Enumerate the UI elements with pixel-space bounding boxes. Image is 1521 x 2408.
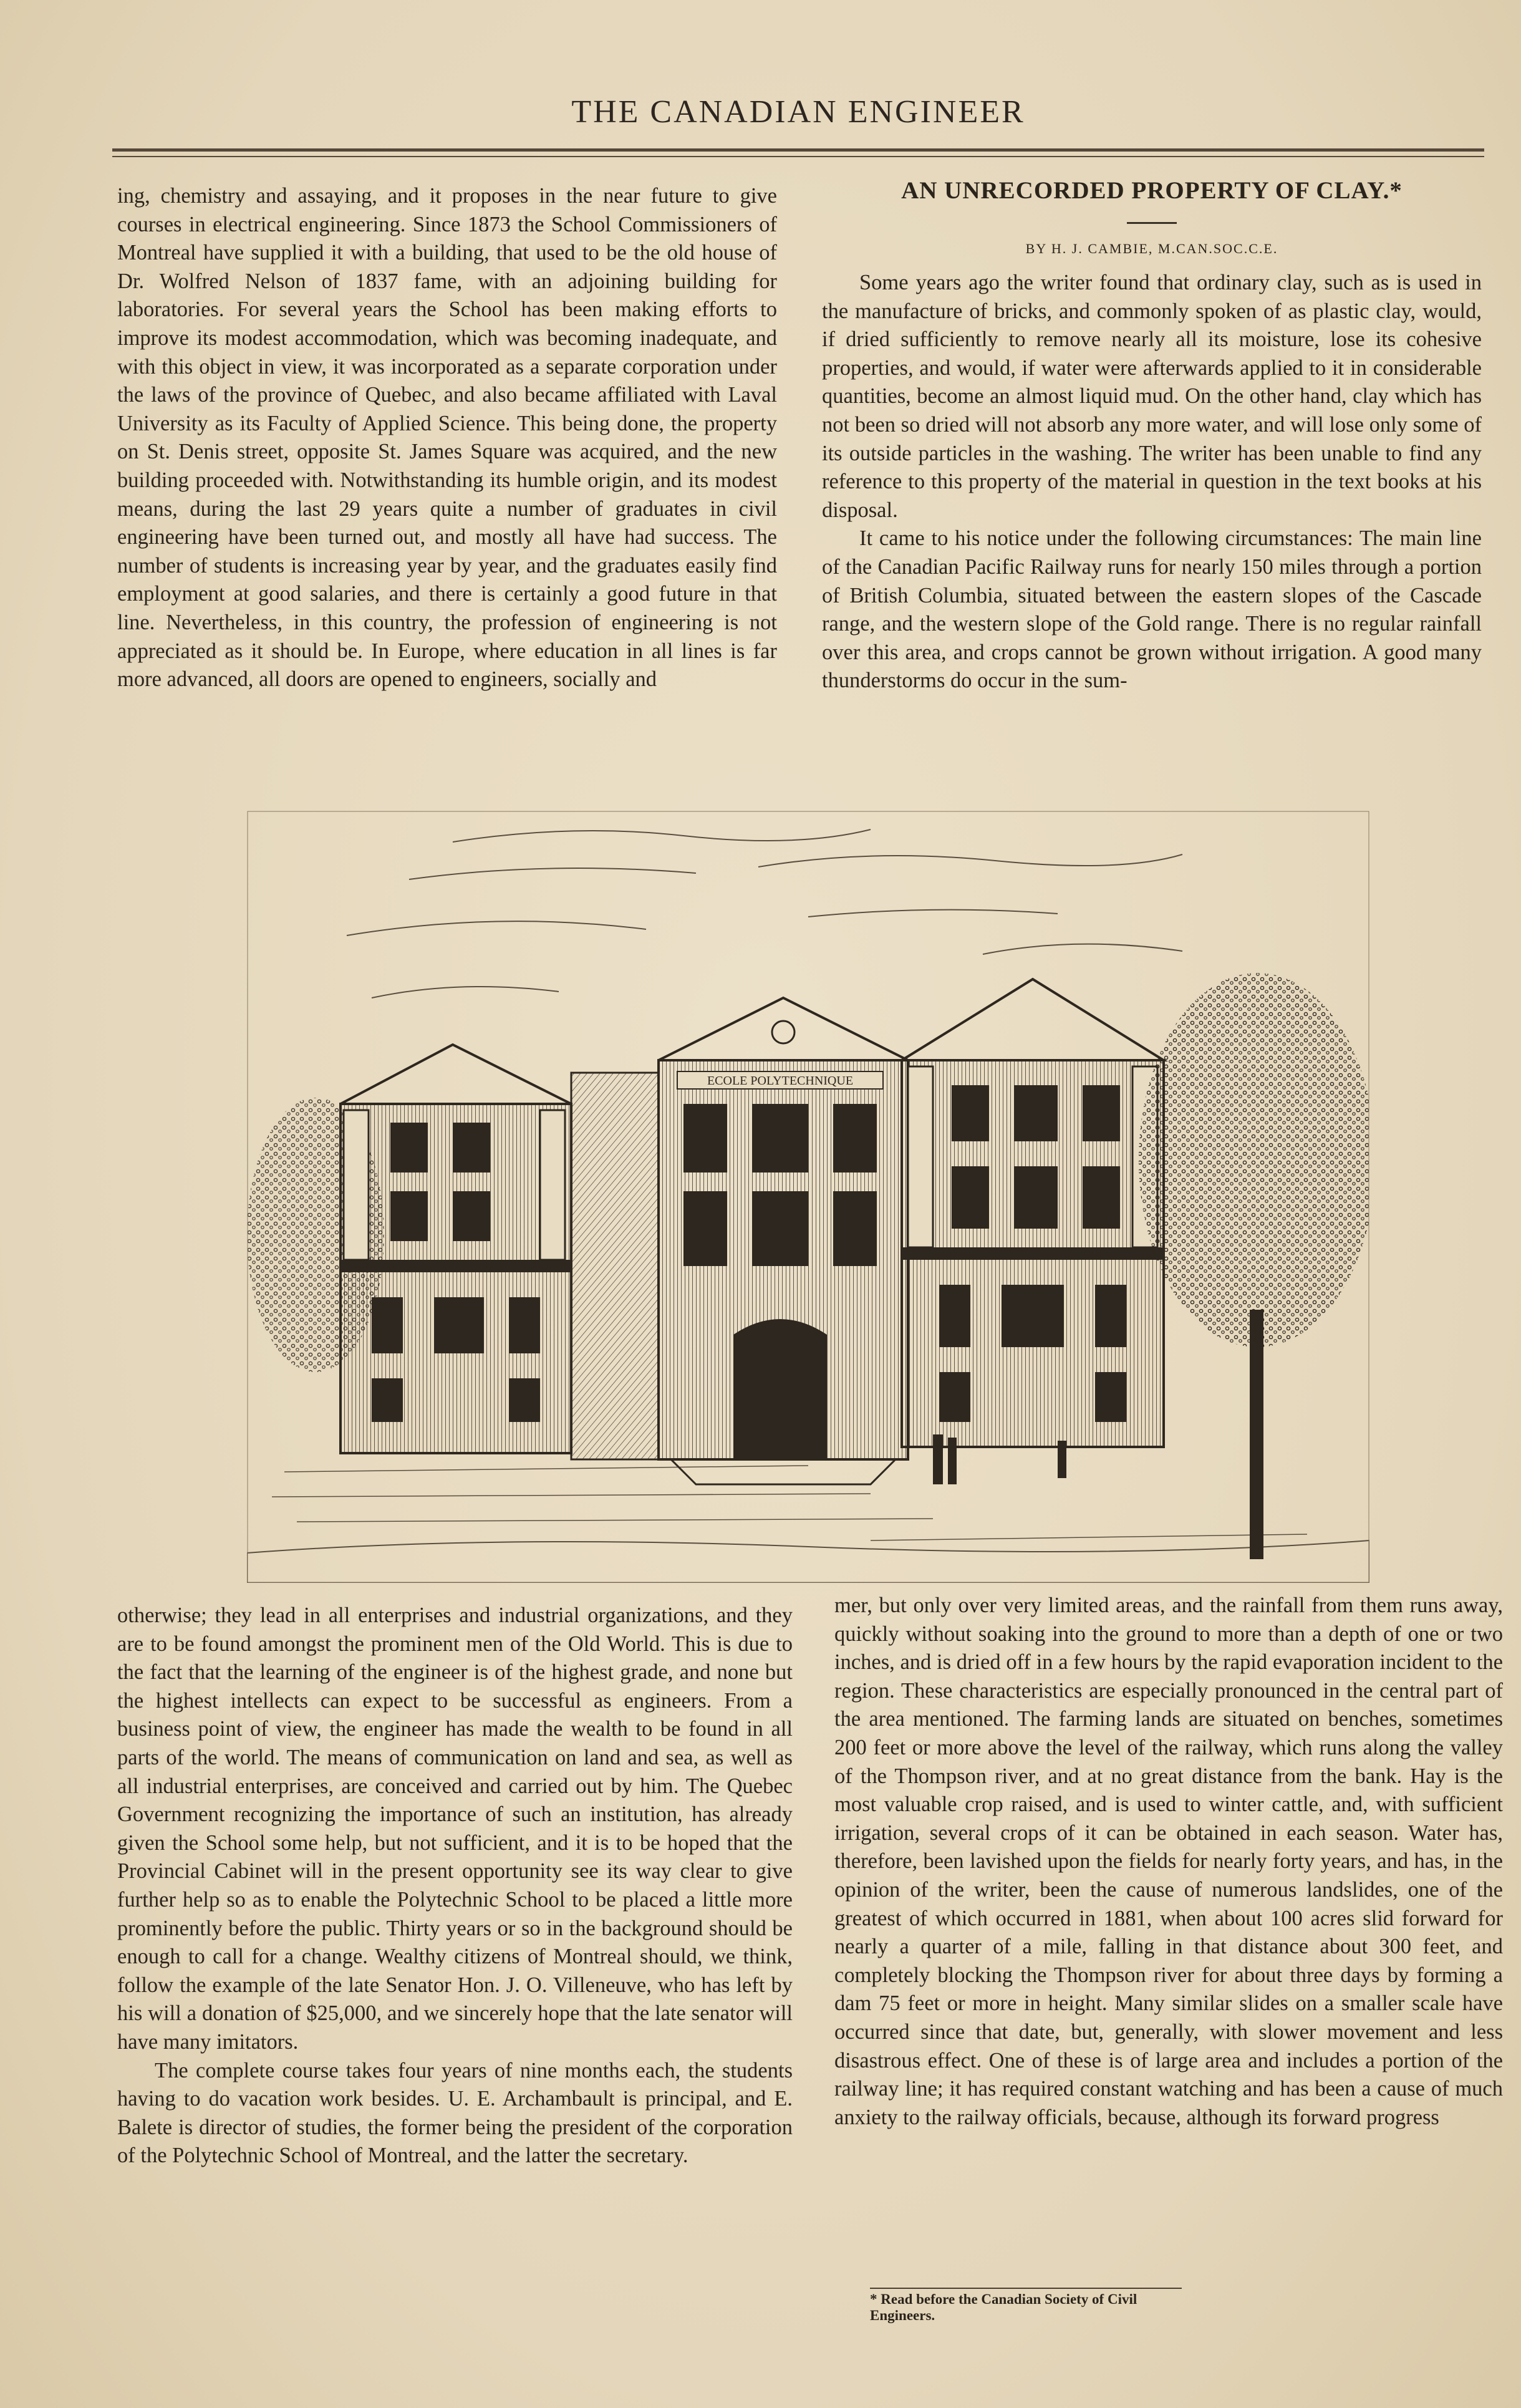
sky-clouds	[347, 829, 1182, 998]
paragraph: Some years ago the writer found that ordinary clay, such as is used in the manufacture of bricks, and commonly spoken of as plastic clay, would, if dried sufficiently to remove nearly all its moisture, lose its cohesive properties, and would, if water were afterwards applied to it in considerable quantities, become an almost liquid mud. On the other hand, clay which has not been so dried will not absorb any more water, and will lose only some of its outside particles in the washing. The writer has been unable to find any reference to this property of the material in question in the text books at his disposal.	[822, 271, 1482, 522]
building-center	[571, 998, 908, 1484]
ground-hatching	[272, 1466, 1307, 1540]
building-sign: ECOLE POLYTECHNIQUE	[707, 1074, 854, 1088]
left-column-bottom	[117, 1602, 793, 2170]
header-rule-thick	[112, 148, 1484, 152]
building-engraving	[247, 811, 1369, 1583]
paragraph: It came to his notice under the following circumstances: The main line of the Canadian Pacific Railway runs for nearly 150 miles through a portion of British Columbia, situated between the eastern slopes of the Cascade range, and the western slope of the Gold range. There is no regular rainfall over this area, and crops cannot be grown without irrigation. A good many thunderstorms do occur in the sum-	[822, 526, 1482, 693]
page-header: THE CANADIAN ENGINEER	[571, 94, 1025, 130]
paragraph: otherwise; they lead in all enterprises and industrial organizations, and they are to be found amongst the prominent men of the Old World. This is due to the fact that the learning of the engineer is of the highest grade, and none but the highest intellects can expect to be successful as engineers. From a business point of view, the engineer has made the wealth to be found in all parts of the world. The means of communication on land and sea, as well as all industrial enterprises, are conceived and carried out by him. The Quebec Government recognizing the importance of such an institution, has already given the School some help, but not sufficient, and it is to be hoped that the Provincial Cabinet will in the present opportunity see its way clear to give further help so as to enable the Polytechnic School to be placed a little more prominently before the public. Thirty years or so in the background should be enough to call for a change. Wealthy citizens of Montreal should, we think, follow the example of the late Senator Hon. J. O. Villeneuve, who has left by his will a donation of $25,000, and we sincerely hope that the late senator will have many imitators.	[117, 1603, 793, 2054]
left-column-top	[117, 182, 777, 694]
building-right-wing	[902, 979, 1164, 1447]
article-title: AN UNRECORDED PROPERTY OF CLAY.*	[901, 177, 1403, 204]
article-byline: BY H. J. CAMBIE, M.CAN.SOC.C.E.	[1025, 241, 1278, 256]
ground	[247, 1540, 1369, 1583]
paragraph: The complete course takes four years of nine months each, the students having to do vacation work besides. U. E. Archambault is principal, and E. Balete is director of studies, the former being the president of the corporation of the Polytechnic School of Montreal, and the latter the secretary.	[117, 2058, 793, 2168]
paragraph: mer, but only over very limited areas, and the rainfall from them runs away, quickly without soaking into the ground to more than a depth of one or two inches, and is dried off in a few hours by the rapid evaporation incident to the region. These characteristics are especially pronounced in the central part of the area mentioned. The farming lands are situated on benches, sometimes 200 feet or more above the level of the railway, which runs along the valley of the Thompson river, and at no great distance from the bank. Hay is the most valuable crop raised, and is used to winter cattle, and, with sufficient irrigation, several crops of it can be obtained in each season. Water has, therefore, been lavished upon the fields for nearly forty years, and has, in the opinion of the writer, been the cause of numerous landslides, one of the greatest of which occurred in 1881, when about 100 acres slid forward for nearly a quarter of a mile, falling in that distance about 300 feet, and completely blocking the Thompson river for about three days by forming a dam 75 feet or more in height. Many similar slides on a smaller scale have occurred since that date, but, generally, with slower movement and less disastrous effect. One of these is of large area and includes a portion of the railway line; it has required constant watching and has been a cause of much anxiety to the railway officials, because, although its forward progress	[834, 1593, 1503, 2129]
title-rule	[1127, 222, 1177, 224]
header-rule-thin	[112, 156, 1484, 157]
footnote: * Read before the Canadian Society of Civil Engineers.	[870, 2288, 1182, 2324]
right-tree	[1139, 973, 1369, 1559]
building-left-wing	[340, 1045, 571, 1453]
right-column-bottom	[834, 1592, 1503, 2132]
right-column-top	[822, 176, 1482, 695]
paragraph: ing, chemistry and assaying, and it proposes in the near future to give courses in electrical engineering. Since 1873 the School Commissioners of Montreal have supplied it with a building, that used to be the old house of Dr. Wolfred Nelson of 1837 fame, with an adjoining building for laboratories. For several years the School has been making efforts to improve its modest accommodation, which was becoming inadequate, and with this object in view, it was incorporated as a separate corporation under the laws of the province of Quebec, and also became affiliated with Laval University as its Faculty of Applied Science. This being done, the property on St. Denis street, opposite St. James Square was acquired, and the new building proceeded with. Notwithstanding its humble origin, and its modest means, during the last 29 years quite a number of graduates in civil engineering have been turned out, and mostly all have had success. The number of students is increasing year by year, and the graduates easily find employment at good salaries, and there is certainly a good future in that line. Nevertheless, in this country, the profession of engineering is not appreciated as it should be. In Europe, where education in all lines is far more advanced, all doors are opened to engineers, socially and	[117, 184, 777, 692]
